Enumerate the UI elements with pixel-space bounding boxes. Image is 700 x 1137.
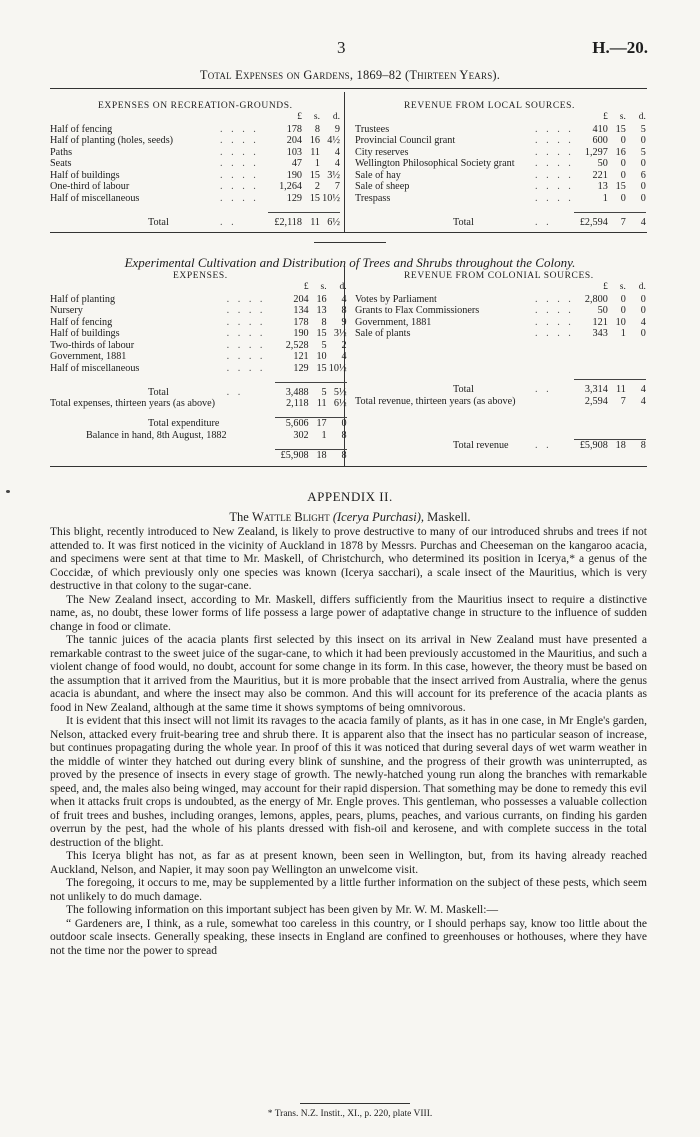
pounds: 600 [592, 135, 608, 146]
shillings: 8 [321, 316, 327, 328]
pence: 0 [640, 158, 646, 169]
row-label: Half of planting [50, 293, 116, 305]
leader-dots [535, 282, 574, 294]
shillings: 5 [309, 382, 327, 398]
leader-dots: . . . . [226, 293, 266, 305]
paragraph: It is evident that this insect will not limit its ravages to the acacia family of plants, as it has in one case, in Mr Engle's garden, Nelson, attacked every fruit-bearing tree and shrub there. It is apparent also that the insect has no particular season of increase, but continues propagating during the whole year. In proof of this it was noticed that during several days of wet warm weather in the middle of winter they hatched out during every blink of sunshine, and the progress of their growth was uninterrupted, as proved by the presence of insects in every stage of growth. The newly-hatched young run along the branches with remarkable speed, and, the males also being winged, may account for their rapid dispersion. That something may be done to remedy this evil when it attacks fruit crops is undoubted, as the energy of Mr. Engle proves. This gentleman, who possesses a valuable collection of fruit trees and bushes, including oranges, lemons, apples, pears, plums, peaches, and various currants, on finding his garden overrun by the pest, had the whole of his plants dressed with fish-oil and kerosene, and with complete success in the total destruction of the blight. [50, 715, 647, 849]
pence: 4 [341, 293, 347, 305]
leader-dots: . . . . [535, 123, 574, 135]
pence: 9 [341, 316, 347, 328]
pounds: 302 [293, 429, 309, 441]
pence: 8 [341, 305, 347, 316]
leader-dots: . . [226, 386, 244, 398]
ledger-row [355, 147, 646, 159]
leader-dots [227, 449, 275, 461]
pounds: 178 [286, 123, 302, 135]
spacer-row [50, 204, 340, 212]
pence: d. [332, 112, 340, 122]
ledger-row [50, 124, 340, 136]
leader-dots: . . . . [226, 362, 266, 374]
leader-dots [227, 398, 275, 410]
row-label: Government, 1881 [355, 316, 432, 328]
shillings: 5 [321, 339, 327, 351]
shillings: 1 [620, 328, 626, 339]
grand-total-row [355, 439, 646, 451]
ledger-row [50, 363, 347, 375]
shillings: 15 [316, 362, 327, 374]
currency-header [355, 112, 646, 124]
spacer-row [355, 415, 646, 423]
footnote-rule [300, 1103, 410, 1104]
shillings: 11 [608, 380, 626, 396]
currency-header [355, 282, 646, 294]
ledger-row [50, 181, 340, 193]
leader-dots: . . . . [220, 181, 259, 192]
shillings: 0 [620, 169, 626, 181]
pence: 0 [640, 181, 646, 192]
pence: 7 [334, 181, 340, 192]
shillings: 16 [309, 135, 320, 146]
experimental-expenses-table [50, 282, 347, 461]
shillings: 1 [314, 158, 320, 169]
shillings: s. [320, 282, 327, 292]
pounds: 204 [293, 293, 309, 305]
row-label: Paths [50, 146, 73, 158]
pounds: 190 [293, 328, 309, 339]
ledger-row [50, 135, 340, 147]
total-row [355, 212, 646, 228]
leader-dots: . . [220, 216, 237, 228]
total-row [355, 380, 646, 396]
local-revenue-table [355, 112, 646, 228]
ledger-row [50, 328, 347, 340]
paragraph: This blight, recently introduced to New Zealand, is likely to prove destructive to many of our introduced shrubs and trees if not attended to. It was first noticed in the vicinity of Auckland in 1878 by Messrs. Purchas and Cheeseman on the kangaroo acacia, and specimens were sent at that time to Mr. Maskell, of Christchurch, who determined its position in Icerya,* a genus of the Coccidæ, of which previously only one species was known (Icerya sacchari), a scale insect of the Mauritius, which is very destructive in that colony to the sugar-cane. [50, 526, 647, 592]
pence: 10½ [322, 192, 340, 204]
shillings: s. [619, 282, 626, 292]
appendix-subtitle: The Wattle Blight (Icerya Purchasi), Maskell. [229, 510, 471, 524]
total-row [50, 212, 340, 228]
pounds: 5,606 [275, 418, 309, 430]
row-label: Total [453, 384, 474, 395]
pounds: 13 [597, 181, 608, 192]
total-row [50, 382, 347, 398]
leader-dots: . . [535, 384, 552, 395]
currency-header [50, 282, 347, 294]
pounds: 1,264 [279, 181, 302, 192]
local-revenue-heading: REVENUE FROM LOCAL SOURCES. [404, 101, 576, 111]
row-label: Balance in hand, 8th August, 1882 [86, 429, 227, 441]
ledger-row [355, 193, 646, 205]
row-label [355, 112, 535, 124]
spacer-row [50, 374, 347, 382]
row-label: Total [148, 216, 169, 228]
pence: 3½ [333, 328, 347, 339]
spacer-row [355, 356, 646, 364]
shillings: 11 [302, 212, 320, 228]
pounds: 221 [592, 169, 608, 181]
expenditure-row [50, 418, 347, 430]
row-label: Total [453, 216, 474, 228]
pence: 4 [640, 316, 646, 328]
pounds: 121 [293, 351, 309, 362]
paragraph: The foregoing, it occurs to me, may be supplemented by a little further information on the subject of these pests, which seem not unlikely to do much damage. [50, 877, 647, 903]
pence: 0 [640, 135, 646, 146]
row-label: Votes by Parliament [355, 293, 437, 305]
row-label: Government, 1881 [50, 351, 127, 362]
ledger-row [50, 158, 340, 170]
pence: 4½ [327, 135, 340, 146]
spacer-row [355, 348, 646, 356]
pence: d. [339, 282, 347, 292]
pence: 0 [327, 418, 347, 430]
footnote: * Trans. N.Z. Instit., XI., p. 220, plate VIII. [267, 1109, 433, 1119]
row-label: City reserves [355, 146, 409, 158]
shillings: 18 [608, 439, 626, 451]
spacer-row [355, 423, 646, 431]
spacer-row [50, 410, 347, 418]
ledger-row [355, 294, 646, 306]
row-label: Wellington Philosophical Society grant [355, 158, 515, 169]
shillings: 15 [615, 123, 626, 135]
spacer-row [355, 407, 646, 415]
ledger-row [50, 305, 347, 317]
shillings: 16 [615, 146, 626, 158]
leader-dots: . . . . [220, 146, 259, 158]
shillings: 13 [316, 305, 327, 316]
leader-dots: . . . . [226, 339, 266, 351]
pounds: 3,488 [275, 382, 309, 398]
pence: 5 [640, 146, 646, 158]
leader-dots [220, 112, 268, 124]
row-label: Total expenses, thirteen years (as above) [50, 398, 216, 409]
shillings: 7 [620, 395, 626, 407]
spacer-row [355, 340, 646, 348]
shillings: 15 [316, 328, 327, 339]
row-label: Half of miscellaneous [50, 362, 140, 374]
pence: 0 [640, 293, 646, 305]
pounds: 121 [592, 316, 608, 328]
pence: 8 [341, 429, 347, 441]
shillings: 7 [608, 212, 626, 228]
leader-dots: . . . . [535, 293, 574, 305]
leader-dots: . . . . [220, 192, 259, 204]
short-rule [314, 242, 386, 243]
ledger-row [50, 147, 340, 159]
pence: 8 [626, 439, 646, 451]
document-code: H.—20. [592, 38, 648, 57]
pence: 4 [640, 395, 646, 407]
pounds: 50 [597, 305, 608, 316]
leader-dots: . . . . [535, 146, 574, 158]
leader-dots: . . . . [220, 169, 259, 181]
row-label [50, 112, 220, 124]
ledger-row [50, 340, 347, 352]
pence: 0 [640, 305, 646, 316]
pounds: 129 [286, 192, 302, 204]
pence: d. [638, 112, 646, 122]
row-label [355, 282, 535, 294]
spacer-row [50, 441, 347, 449]
pounds: 2,528 [285, 339, 309, 351]
colonial-revenue-table [355, 282, 646, 451]
leader-dots: . . . . [226, 351, 266, 362]
row-label: One-third of labour [50, 181, 130, 192]
pence: 8 [327, 449, 347, 461]
pence: 6 [640, 169, 646, 181]
leader-dots: . . . . [535, 181, 574, 192]
pence: 4 [334, 146, 340, 158]
section-rule-1 [50, 232, 647, 233]
leader-dots: . . [535, 439, 552, 451]
pounds: 190 [286, 169, 302, 181]
page-header [0, 38, 700, 58]
pounds: 3,314 [574, 380, 608, 396]
pence: 2 [341, 339, 347, 351]
pounds: 1,297 [584, 146, 608, 158]
expenses-heading: EXPENSES. [173, 271, 228, 281]
pence: 0 [640, 328, 646, 339]
grand-total-row [50, 449, 347, 461]
shillings: s. [619, 112, 626, 122]
shillings: 11 [310, 146, 320, 158]
leader-dots: . . . . [535, 316, 574, 328]
row-label: Half of fencing [50, 123, 113, 135]
pounds: 47 [291, 158, 302, 169]
pence: 4 [334, 158, 340, 169]
paragraph: The New Zealand insect, according to Mr. Maskell, differs sufficiently from the Mauritius insect to require a distinctive name, as, no doubt, these lower forms of life possess a large power of adaptative change in structure to the influence of sudden change in food or climate. [50, 593, 647, 633]
shillings: 18 [309, 449, 327, 461]
shillings: 0 [620, 135, 626, 146]
spacer-row [355, 364, 646, 372]
pounds: £ [297, 112, 302, 122]
leader-dots [535, 112, 574, 124]
pounds: 343 [592, 328, 608, 339]
leader-dots: . . . . [535, 169, 574, 181]
shillings: 15 [309, 192, 320, 204]
spacer-row [355, 372, 646, 380]
spacer-row [355, 204, 646, 212]
row-label: Total [148, 386, 169, 398]
pence: 10½ [328, 362, 347, 374]
leader-dots: . . . . [535, 305, 574, 316]
pounds: 134 [293, 305, 309, 316]
row-label: Sale of hay [355, 169, 401, 181]
row-label: Total expenditure [148, 418, 220, 429]
leader-dots: . . . . [220, 123, 259, 135]
row-label: Total revenue [453, 439, 509, 451]
pence: 4 [626, 380, 646, 396]
shillings: 0 [620, 305, 626, 316]
pounds: 50 [597, 158, 608, 169]
ledger-row [355, 317, 646, 329]
pence: d. [638, 282, 646, 292]
leader-dots: . . . . [226, 305, 266, 316]
pence: 0 [640, 192, 646, 204]
pence: 6½ [320, 212, 340, 228]
pounds: £ [603, 112, 608, 122]
pounds: 2,594 [584, 395, 608, 407]
pounds: £ [603, 282, 608, 292]
ledger-row [50, 317, 347, 329]
pounds: 410 [592, 123, 608, 135]
leader-dots: . . . . [226, 316, 266, 328]
pence: 5½ [327, 382, 347, 398]
table-title-gardens: Total Expenses on Gardens, 1869–82 (Thirteen Years). [199, 68, 501, 82]
pounds: 2,800 [584, 293, 608, 305]
row-label [50, 449, 227, 461]
row-label: Nursery [50, 305, 83, 316]
ledger-row [355, 181, 646, 193]
leader-dots: . . . . [535, 328, 574, 339]
shillings: 10 [615, 316, 626, 328]
appendix-heading: APPENDIX II. [307, 489, 393, 504]
shillings: s. [313, 112, 320, 122]
leader-dots: . . . . [220, 158, 259, 169]
shillings: 17 [309, 418, 327, 430]
shillings: 8 [314, 123, 320, 135]
shillings: 16 [316, 293, 327, 305]
currency-header [50, 112, 340, 124]
pounds: 178 [293, 316, 309, 328]
pence: 4 [341, 351, 347, 362]
leader-dots: . . . . [226, 328, 266, 339]
row-label: Provincial Council grant [355, 135, 456, 146]
pounds: 129 [293, 362, 309, 374]
row-label [50, 282, 227, 294]
colonial-revenue-heading: REVENUE FROM COLONIAL SOURCES. [404, 271, 594, 281]
spacer-row [355, 431, 646, 439]
shillings: 2 [314, 181, 320, 192]
pounds: £5,908 [574, 439, 608, 451]
pounds: 1 [602, 192, 608, 204]
balance-row [50, 430, 347, 442]
ledger-row [355, 158, 646, 170]
shillings: 0 [620, 293, 626, 305]
pence: 9 [334, 123, 340, 135]
ledger-row [355, 135, 646, 147]
ledger-row [50, 351, 347, 363]
leader-dots: . . . . [535, 158, 574, 169]
leader-dots [227, 418, 275, 430]
shillings: 15 [309, 169, 320, 181]
pence: 3½ [327, 169, 340, 181]
leader-dots [535, 396, 574, 408]
leader-dots [227, 282, 275, 294]
shillings: 0 [620, 192, 626, 204]
thirteen-years-row [50, 398, 347, 410]
row-label: Half of miscellaneous [50, 192, 140, 204]
paragraph: This Icerya blight has not, as far as at present known, been seen in Wellington, but, from its having already reached Auckland, Nelson, and Napier, it may soon pay Wellington an unwelcome visit. [50, 850, 647, 876]
row-label: Seats [50, 158, 72, 169]
paragraph: The following information on this important subject has been given by Mr. W. M. Maskell:— [66, 904, 498, 916]
pounds: £5,908 [275, 449, 309, 461]
top-rule [50, 88, 647, 89]
leader-dots: . . . . [535, 135, 574, 146]
table-title-experimental: Experimental Cultivation and Distribution of Trees and Shrubs throughout the Colony. [124, 255, 576, 270]
ledger-row [50, 294, 347, 306]
shillings: 10 [316, 351, 327, 362]
recreation-expenses-table [50, 112, 340, 228]
row-label: Trustees [355, 123, 390, 135]
ledger-row [355, 305, 646, 317]
pounds: 2,118 [286, 398, 309, 409]
section-rule-2 [50, 466, 647, 467]
row-label: Grants to Flax Commissioners [355, 305, 480, 316]
ledger-row [355, 170, 646, 182]
row-label: Total revenue, thirteen years (as above) [355, 395, 516, 407]
pounds: 103 [286, 146, 302, 158]
row-label: Half of fencing [50, 316, 113, 328]
leader-dots [227, 430, 275, 442]
row-label: Sale of plants [355, 328, 411, 339]
paragraph: The tannic juices of the acacia plants first selected by this insect on its arrival in New Zealand must have presented a remarkable contrast to the sweet juice of the sugar-cane, to which it had been previously accustomed in the Mauritius, and such a violent change of food would, no doubt, account for some change in its form. In this case, however, the theory must be based on the assumption that it arrived from the Mauritius, but it is more probable that the insect arrived from Australia, where the genus acacia is abundant, and where the insect may also be common. And this will account for its preference of the acacia plants as food in New Zealand, although at the same time it shows symptoms of being omnivorous. [50, 634, 647, 714]
shillings: 1 [321, 429, 327, 441]
pounds: £ [303, 282, 309, 292]
thirteen-years-row [355, 396, 646, 408]
pounds: £2,594 [574, 212, 608, 228]
leader-dots: . . . . [220, 135, 259, 146]
row-label: Half of buildings [50, 169, 120, 181]
ledger-row [50, 170, 340, 182]
row-label: Half of planting (holes, seeds) [50, 135, 174, 146]
pounds: 204 [286, 135, 302, 146]
pounds: £2,118 [268, 212, 302, 228]
section-divider [344, 92, 345, 232]
row-label: Half of buildings [50, 328, 120, 339]
paragraph: “ Gardeners are, I think, as a rule, somewhat too careless in this country, or I should perhaps say, know too little about the outdoor scale insects. Generally speaking, these insects in England are confined to greenhouses or hothouses, where they have not the time nor the power to spread [50, 917, 647, 957]
pence: 6½ [333, 398, 347, 409]
row-label: Two-thirds of labour [50, 339, 135, 351]
leader-dots: . . [535, 216, 552, 228]
shillings: 11 [316, 398, 327, 409]
pence: 4 [626, 212, 646, 228]
pence: 5 [640, 123, 646, 135]
shillings: 15 [615, 181, 626, 192]
ledger-row [355, 328, 646, 340]
row-label: Sale of sheep [355, 181, 410, 192]
leader-dots: . . . . [535, 192, 574, 204]
page-number: 3 [337, 38, 346, 57]
recreation-expenses-heading: EXPENSES ON RECREATION-GROUNDS. [98, 101, 293, 111]
ledger-row [355, 124, 646, 136]
appendix-body [50, 526, 647, 958]
row-label: Trespass [355, 192, 391, 204]
ledger-row [50, 193, 340, 205]
shillings: 0 [620, 158, 626, 169]
